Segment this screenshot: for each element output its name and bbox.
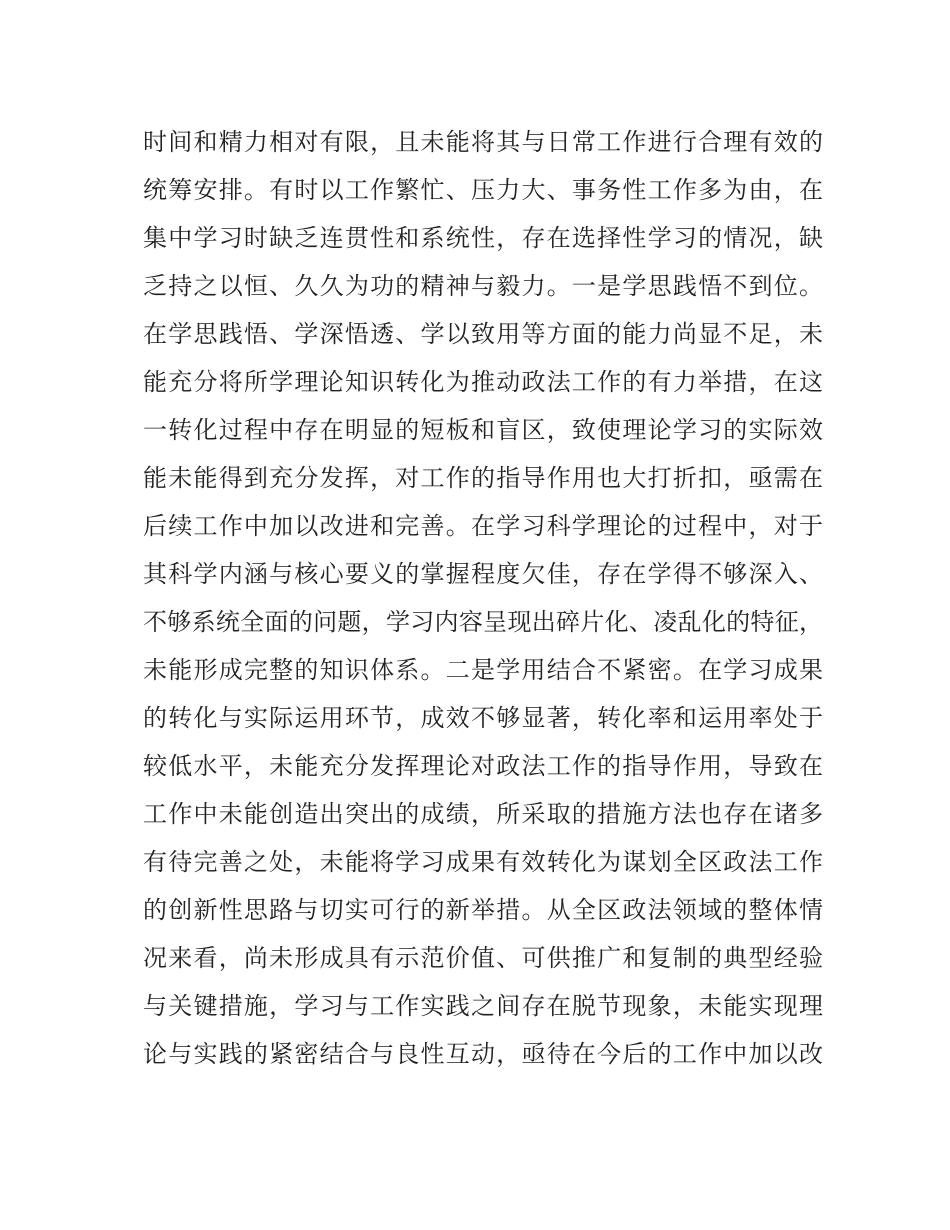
text-line: 后续工作中加以改进和完善。在学习科学理论的过程中，对于 xyxy=(143,512,823,540)
text-line: 论与实践的紧密结合与良性互动，亟待在今后的工作中加以改 xyxy=(143,1040,823,1068)
text-line: 时间和精力相对有限，且未能将其与日常工作进行合理有效的 xyxy=(143,128,823,156)
text-line: 况来看，尚未形成具有示范价值、可供推广和复制的典型经验 xyxy=(143,944,823,972)
text-line: 未能形成完整的知识体系。二是学用结合不紧密。在学习成果 xyxy=(143,656,823,684)
text-line: 的创新性思路与切实可行的新举措。从全区政法领域的整体情 xyxy=(143,896,823,924)
body-paragraph xyxy=(143,118,823,1078)
text-line: 能充分将所学理论知识转化为推动政法工作的有力举措，在这 xyxy=(143,368,823,396)
text-line: 统筹安排。有时以工作繁忙、压力大、事务性工作多为由，在 xyxy=(143,176,823,204)
text-line: 能未能得到充分发挥，对工作的指导作用也大打折扣，亟需在 xyxy=(143,464,823,492)
text-line: 集中学习时缺乏连贯性和系统性，存在选择性学习的情况，缺 xyxy=(143,224,823,252)
text-line: 的转化与实际运用环节，成效不够显著，转化率和运用率处于 xyxy=(143,704,823,732)
text-line: 乏持之以恒、久久为功的精神与毅力。一是学思践悟不到位。 xyxy=(143,272,823,300)
text-line: 其科学内涵与核心要义的掌握程度欠佳，存在学得不够深入、 xyxy=(143,560,823,588)
text-line: 工作中未能创造出突出的成绩，所采取的措施方法也存在诸多 xyxy=(143,800,823,828)
text-line: 不够系统全面的问题，学习内容呈现出碎片化、凌乱化的特征， xyxy=(143,608,823,636)
text-line: 在学思践悟、学深悟透、学以致用等方面的能力尚显不足，未 xyxy=(143,320,823,348)
text-line: 一转化过程中存在明显的短板和盲区，致使理论学习的实际效 xyxy=(143,416,823,444)
text-line: 较低水平，未能充分发挥理论对政法工作的指导作用，导致在 xyxy=(143,752,823,780)
text-line: 有待完善之处，未能将学习成果有效转化为谋划全区政法工作 xyxy=(143,848,823,876)
text-line: 与关键措施，学习与工作实践之间存在脱节现象，未能实现理 xyxy=(143,992,823,1020)
